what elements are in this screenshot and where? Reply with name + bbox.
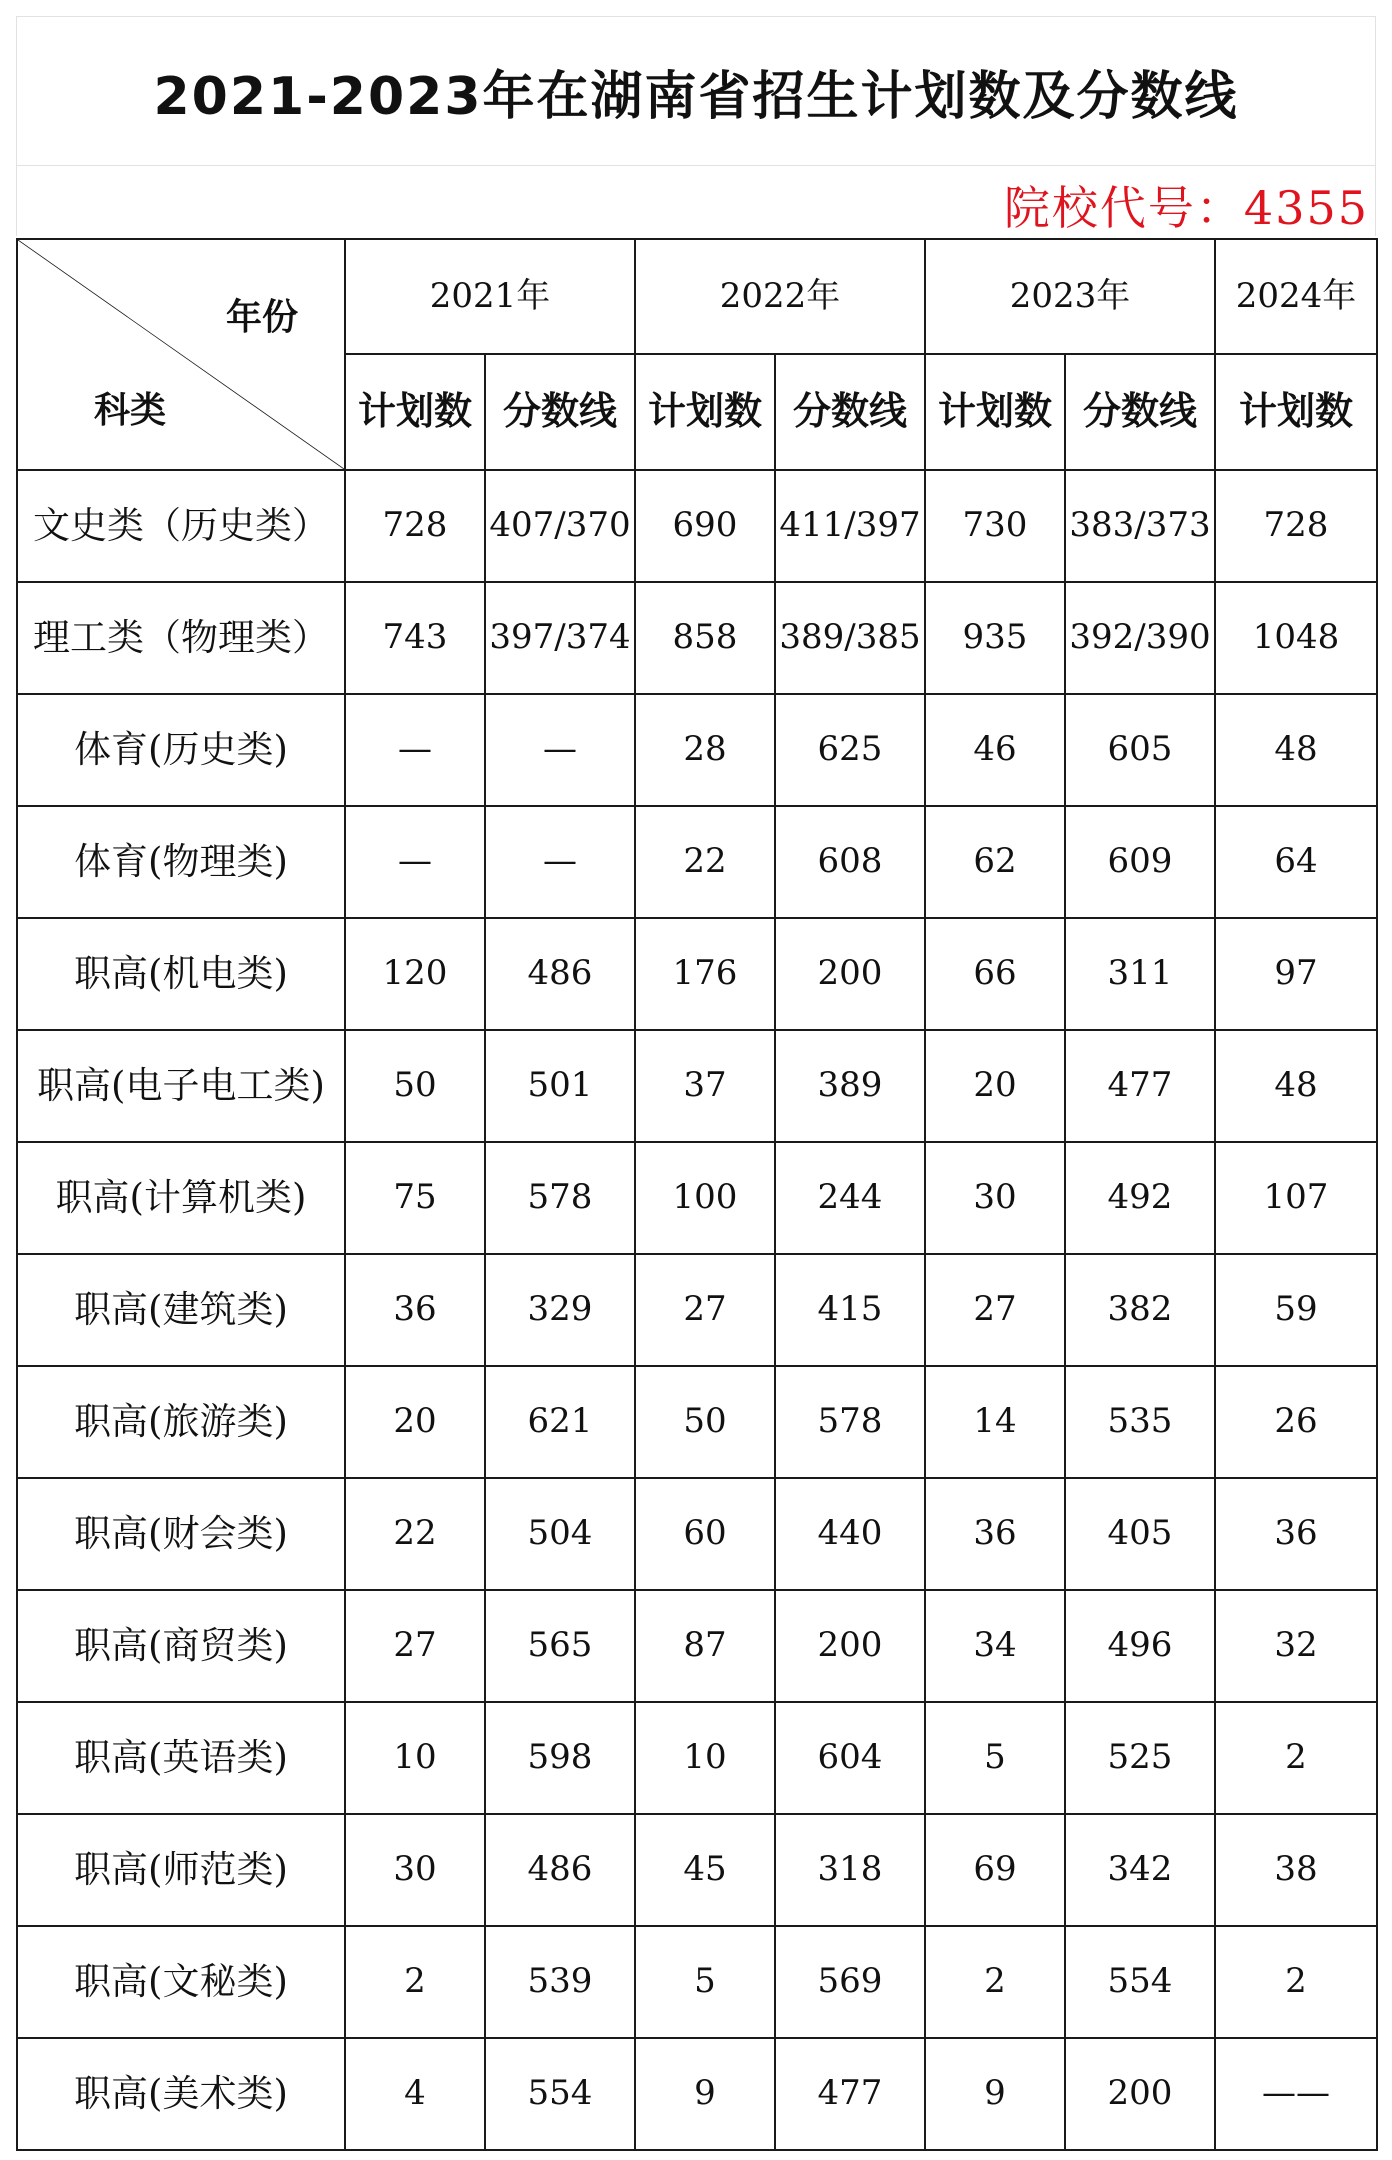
plan-2022-cell: 28 xyxy=(635,694,775,806)
table-row xyxy=(17,1030,1377,1142)
plan-2024-cell: 728 xyxy=(1215,470,1377,582)
plan-2024-cell: 107 xyxy=(1215,1142,1377,1254)
table-row xyxy=(17,1814,1377,1926)
score-2023-cell: 609 xyxy=(1065,806,1215,918)
plan-2021-cell: 4 xyxy=(345,2038,485,2150)
plan-2022-cell: 176 xyxy=(635,918,775,1030)
category-cell: 体育(物理类) xyxy=(17,806,345,918)
score-2023-cell: 382 xyxy=(1065,1254,1215,1366)
score-2023-cell: 477 xyxy=(1065,1030,1215,1142)
plan-2024-cell: 2 xyxy=(1215,1702,1377,1814)
plan-2021-cell: 728 xyxy=(345,470,485,582)
score-2023-cell: 200 xyxy=(1065,2038,1215,2150)
plan-2021-cell: — xyxy=(345,694,485,806)
table-row xyxy=(17,918,1377,1030)
score-2023-cell: 311 xyxy=(1065,918,1215,1030)
header-year-row xyxy=(17,239,1377,354)
category-cell: 职高(机电类) xyxy=(17,918,345,1030)
score-2023-cell: 492 xyxy=(1065,1142,1215,1254)
category-cell: 文史类（历史类） xyxy=(17,470,345,582)
score-2023-cell: 383/373 xyxy=(1065,470,1215,582)
score-2021-cell: 397/374 xyxy=(485,582,635,694)
score-2022-cell: 200 xyxy=(775,1590,925,1702)
plan-2021-cell: 120 xyxy=(345,918,485,1030)
plan-2021-cell: 22 xyxy=(345,1478,485,1590)
category-cell: 职高(美术类) xyxy=(17,2038,345,2150)
category-cell: 职高(建筑类) xyxy=(17,1254,345,1366)
table-row xyxy=(17,1478,1377,1590)
corner-year-label: 年份 xyxy=(225,297,298,338)
year-header-2023: 2023年 xyxy=(925,239,1215,354)
score-2022-cell: 608 xyxy=(775,806,925,918)
category-cell: 体育(历史类) xyxy=(17,694,345,806)
plan-2021-cell: 75 xyxy=(345,1142,485,1254)
plan-2023-cell: 66 xyxy=(925,918,1065,1030)
category-cell: 理工类（物理类） xyxy=(17,582,345,694)
plan-2024-cell: 36 xyxy=(1215,1478,1377,1590)
score-2022-cell: 200 xyxy=(775,918,925,1030)
table-row xyxy=(17,582,1377,694)
table-row xyxy=(17,1254,1377,1366)
category-cell: 职高(计算机类) xyxy=(17,1142,345,1254)
table-row xyxy=(17,1702,1377,1814)
category-cell: 职高(财会类) xyxy=(17,1478,345,1590)
plan-2021-cell: 36 xyxy=(345,1254,485,1366)
year-header-2022: 2022年 xyxy=(635,239,925,354)
category-cell: 职高(旅游类) xyxy=(17,1366,345,1478)
table-row xyxy=(17,1142,1377,1254)
school-code-row xyxy=(16,166,1376,236)
score-2021-cell: 329 xyxy=(485,1254,635,1366)
plan-2021-cell: 50 xyxy=(345,1030,485,1142)
table-row xyxy=(17,2038,1377,2150)
plan-2023-cell: 14 xyxy=(925,1366,1065,1478)
score-2021-cell: 407/370 xyxy=(485,470,635,582)
score-2023-cell: 405 xyxy=(1065,1478,1215,1590)
table-row xyxy=(17,694,1377,806)
title-box xyxy=(16,16,1376,166)
plan-2024-cell: 2 xyxy=(1215,1926,1377,2038)
plan-2022-cell: 5 xyxy=(635,1926,775,2038)
score-2021-cell: 554 xyxy=(485,2038,635,2150)
sub-header-plan: 计划数 xyxy=(345,354,485,470)
score-2021-cell: 539 xyxy=(485,1926,635,2038)
score-2022-cell: 389/385 xyxy=(775,582,925,694)
score-2023-cell: 342 xyxy=(1065,1814,1215,1926)
score-2022-cell: 244 xyxy=(775,1142,925,1254)
plan-2021-cell: 10 xyxy=(345,1702,485,1814)
plan-2023-cell: 2 xyxy=(925,1926,1065,2038)
plan-2021-cell: — xyxy=(345,806,485,918)
plan-2023-cell: 36 xyxy=(925,1478,1065,1590)
score-2022-cell: 411/397 xyxy=(775,470,925,582)
plan-2022-cell: 27 xyxy=(635,1254,775,1366)
plan-2022-cell: 37 xyxy=(635,1030,775,1142)
plan-2022-cell: 690 xyxy=(635,470,775,582)
school-code: 院校代号：4355 xyxy=(1003,181,1369,235)
plan-2023-cell: 34 xyxy=(925,1590,1065,1702)
plan-2024-cell: 64 xyxy=(1215,806,1377,918)
plan-2022-cell: 9 xyxy=(635,2038,775,2150)
plan-2023-cell: 730 xyxy=(925,470,1065,582)
plan-2023-cell: 69 xyxy=(925,1814,1065,1926)
plan-2021-cell: 30 xyxy=(345,1814,485,1926)
score-2022-cell: 604 xyxy=(775,1702,925,1814)
score-2021-cell: 504 xyxy=(485,1478,635,1590)
plan-2023-cell: 5 xyxy=(925,1702,1065,1814)
score-2022-cell: 578 xyxy=(775,1366,925,1478)
plan-2024-cell: 26 xyxy=(1215,1366,1377,1478)
plan-2022-cell: 50 xyxy=(635,1366,775,1478)
score-2023-cell: 535 xyxy=(1065,1366,1215,1478)
table-row xyxy=(17,1366,1377,1478)
plan-2024-cell: —— xyxy=(1215,2038,1377,2150)
admission-table xyxy=(16,238,1378,2151)
page-title: 2021-2023年在湖南省招生计划数及分数线 xyxy=(153,66,1239,127)
score-2023-cell: 605 xyxy=(1065,694,1215,806)
category-cell: 职高(师范类) xyxy=(17,1814,345,1926)
plan-2022-cell: 858 xyxy=(635,582,775,694)
plan-2021-cell: 27 xyxy=(345,1590,485,1702)
plan-2024-cell: 59 xyxy=(1215,1254,1377,1366)
score-2021-cell: 501 xyxy=(485,1030,635,1142)
table-row xyxy=(17,806,1377,918)
score-2023-cell: 554 xyxy=(1065,1926,1215,2038)
table-row xyxy=(17,470,1377,582)
sub-header-plan: 计划数 xyxy=(635,354,775,470)
corner-category-label: 科类 xyxy=(94,390,167,432)
plan-2022-cell: 45 xyxy=(635,1814,775,1926)
year-header-2024: 2024年 xyxy=(1215,239,1377,354)
plan-2024-cell: 97 xyxy=(1215,918,1377,1030)
corner-header-cell xyxy=(17,239,345,470)
category-cell: 职高(电子电工类) xyxy=(17,1030,345,1142)
score-2022-cell: 389 xyxy=(775,1030,925,1142)
plan-2021-cell: 743 xyxy=(345,582,485,694)
score-2022-cell: 318 xyxy=(775,1814,925,1926)
plan-2023-cell: 9 xyxy=(925,2038,1065,2150)
plan-2024-cell: 32 xyxy=(1215,1590,1377,1702)
score-2021-cell: 598 xyxy=(485,1702,635,1814)
category-cell: 职高(商贸类) xyxy=(17,1590,345,1702)
score-2021-cell: — xyxy=(485,806,635,918)
category-cell: 职高(英语类) xyxy=(17,1702,345,1814)
score-2021-cell: — xyxy=(485,694,635,806)
plan-2022-cell: 100 xyxy=(635,1142,775,1254)
score-2021-cell: 565 xyxy=(485,1590,635,1702)
plan-2024-cell: 48 xyxy=(1215,1030,1377,1142)
score-2021-cell: 578 xyxy=(485,1142,635,1254)
sub-header-score: 分数线 xyxy=(775,354,925,470)
score-2023-cell: 525 xyxy=(1065,1702,1215,1814)
plan-2022-cell: 87 xyxy=(635,1590,775,1702)
plan-2022-cell: 60 xyxy=(635,1478,775,1590)
score-2021-cell: 486 xyxy=(485,918,635,1030)
sub-header-plan: 计划数 xyxy=(1215,354,1377,470)
plan-2024-cell: 1048 xyxy=(1215,582,1377,694)
plan-2021-cell: 20 xyxy=(345,1366,485,1478)
plan-2023-cell: 30 xyxy=(925,1142,1065,1254)
score-2022-cell: 569 xyxy=(775,1926,925,2038)
plan-2021-cell: 2 xyxy=(345,1926,485,2038)
score-2023-cell: 392/390 xyxy=(1065,582,1215,694)
plan-2023-cell: 935 xyxy=(925,582,1065,694)
corner-diagonal xyxy=(18,240,344,469)
sub-header-score: 分数线 xyxy=(1065,354,1215,470)
table-row xyxy=(17,1590,1377,1702)
plan-2023-cell: 46 xyxy=(925,694,1065,806)
plan-2023-cell: 20 xyxy=(925,1030,1065,1142)
score-2022-cell: 625 xyxy=(775,694,925,806)
score-2021-cell: 486 xyxy=(485,1814,635,1926)
score-2022-cell: 440 xyxy=(775,1478,925,1590)
score-2022-cell: 415 xyxy=(775,1254,925,1366)
plan-2022-cell: 10 xyxy=(635,1702,775,1814)
sub-header-plan: 计划数 xyxy=(925,354,1065,470)
sub-header-score: 分数线 xyxy=(485,354,635,470)
year-header-2021: 2021年 xyxy=(345,239,635,354)
plan-2023-cell: 27 xyxy=(925,1254,1065,1366)
plan-2024-cell: 38 xyxy=(1215,1814,1377,1926)
category-cell: 职高(文秘类) xyxy=(17,1926,345,2038)
score-2021-cell: 621 xyxy=(485,1366,635,1478)
score-2023-cell: 496 xyxy=(1065,1590,1215,1702)
table-row xyxy=(17,1926,1377,2038)
plan-2022-cell: 22 xyxy=(635,806,775,918)
plan-2023-cell: 62 xyxy=(925,806,1065,918)
plan-2024-cell: 48 xyxy=(1215,694,1377,806)
score-2022-cell: 477 xyxy=(775,2038,925,2150)
